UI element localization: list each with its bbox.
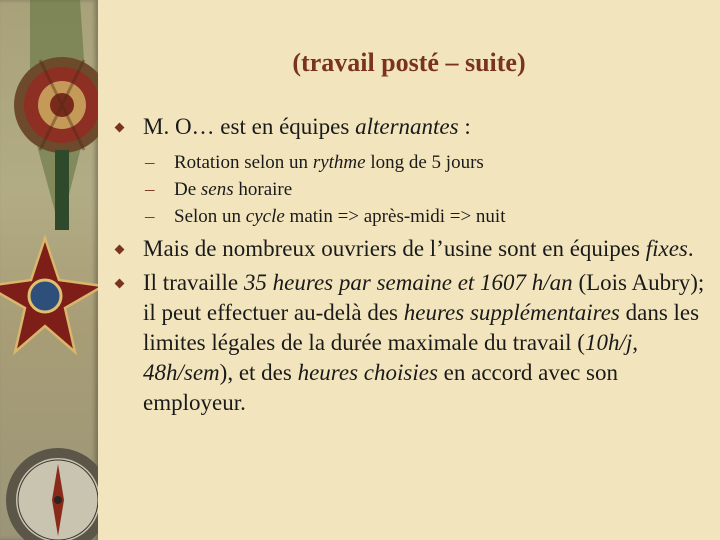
diamond-bullet-icon — [115, 123, 125, 133]
decorative-medals-image — [0, 0, 98, 540]
bullet-item: Il travaille 35 heures par semaine et 1607 h/an (Lois Aubry); il peut effectuer au-delà des heures supplémentaires dans les limites légales de la durée maximale du travail (10h/j, 48h/sem), et des heures choisies en accord avec son employeur. — [112, 268, 707, 418]
dash-bullet: – — [145, 179, 155, 200]
dash-bullet: – — [145, 152, 155, 173]
cross-medal — [0, 238, 98, 352]
bullet-item: M. O… est en équipes alternantes : — [112, 112, 707, 142]
medal-ribbon — [14, 0, 98, 230]
dash-bullet: – — [145, 206, 155, 227]
diamond-bullet-icon — [115, 245, 125, 255]
compass — [6, 448, 98, 540]
sub-bullet-item: – Rotation selon un rythme long de 5 jours — [145, 149, 707, 176]
sub-bullet-item: – De sens horaire — [145, 176, 707, 203]
sub-bullet-item: – Selon un cycle matin => après-midi => nuit — [145, 203, 707, 230]
diamond-bullet-icon — [115, 279, 125, 289]
slide-title: (travail posté – suite) — [292, 48, 526, 77]
decorative-photo-strip — [0, 0, 98, 540]
bullet-item: Mais de nombreux ouvriers de l’usine sont en équipes fixes. — [112, 234, 707, 264]
bullet-list — [112, 112, 707, 418]
sub-bullet-list — [145, 149, 707, 230]
